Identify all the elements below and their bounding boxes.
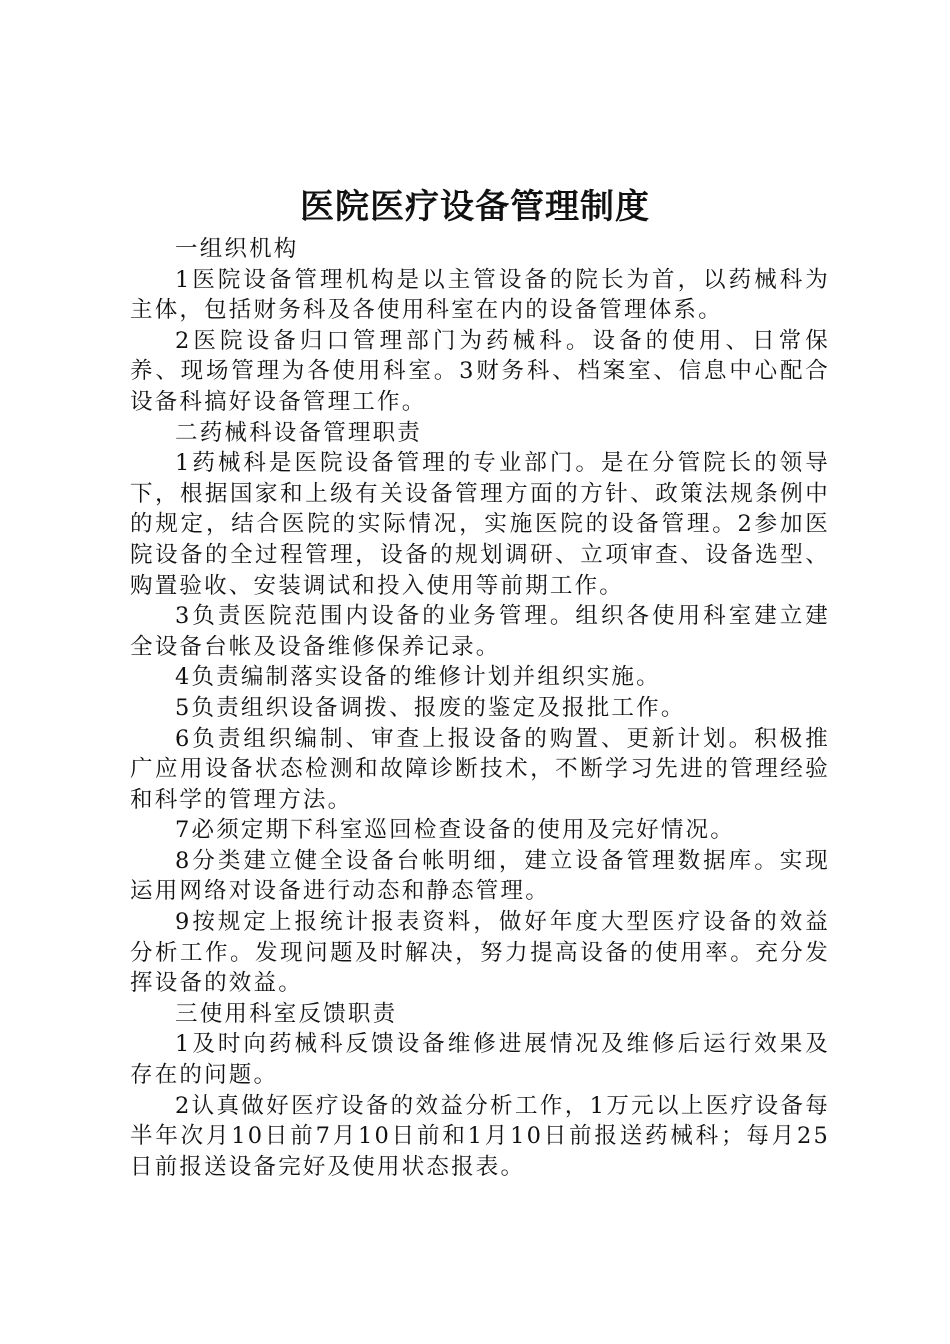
paragraph: 3负责医院范围内设备的业务管理。组织各使用科室建立建全设备台帐及设备维修保养记录。 bbox=[130, 603, 830, 660]
paragraph: 8分类建立健全设备台帐明细，建立设备管理数据库。实现运用网络对设备进行动态和静态管理。 bbox=[130, 847, 830, 905]
paragraph: 6负责组织编制、审查上报设备的购置、更新计划。积极推广应用设备状态检测和故障诊断技术，不断学习先进的管理经验和科学的管理方法。 bbox=[130, 725, 830, 813]
paragraph: 1医院设备管理机构是以主管设备的院长为首，以药械科为主体，包括财务科及各使用科室在内的设备管理体系。 bbox=[130, 266, 830, 324]
paragraph: 4负责编制落实设备的维修计划并组织实施。 bbox=[175, 664, 661, 691]
paragraph: 2认真做好医疗设备的效益分析工作，1万元以上医疗设备每半年次月10日前7月10日前和1月10日前报送药械科；每月25日前报送设备完好及使用状态报表。 bbox=[130, 1092, 830, 1180]
section-heading: 三使用科室反馈职责 bbox=[175, 1000, 398, 1027]
section-heading: 二药械科设备管理职责 bbox=[175, 419, 423, 446]
paragraph: 7必须定期下科室巡回检查设备的使用及完好情况。 bbox=[175, 817, 735, 844]
paragraph: 1及时向药械科反馈设备维修进展情况及维修后运行效果及存在的问题。 bbox=[130, 1031, 830, 1089]
paragraph: 2医院设备归口管理部门为药械科。设备的使用、日常保养、现场管理为各使用科室。3财务科、档案室、信息中心配合设备科搞好设备管理工作。 bbox=[130, 327, 830, 415]
document-body bbox=[130, 234, 830, 1182]
paragraph: 5负责组织设备调拨、报废的鉴定及报批工作。 bbox=[175, 694, 686, 721]
section-heading: 一组织机构 bbox=[175, 236, 299, 262]
paragraph: 9按规定上报统计报表资料，做好年度大型医疗设备的效益分析工作。发现问题及时解决，努力提高设备的使用率。充分发挥设备的效益。 bbox=[130, 909, 830, 997]
document-title: 医院医疗设备管理制度 bbox=[300, 187, 650, 227]
paragraph: 1药械科是医院设备管理的专业部门。是在分管院长的领导下，根据国家和上级有关设备管理方面的方针、政策法规条例中的规定，结合医院的实际情况，实施医院的设备管理。2参加医院设备的全过程管理，设备的规划调研、立项审查、设备选型、购置验收、安装调试和投入使用等前期工作。 bbox=[130, 450, 830, 599]
